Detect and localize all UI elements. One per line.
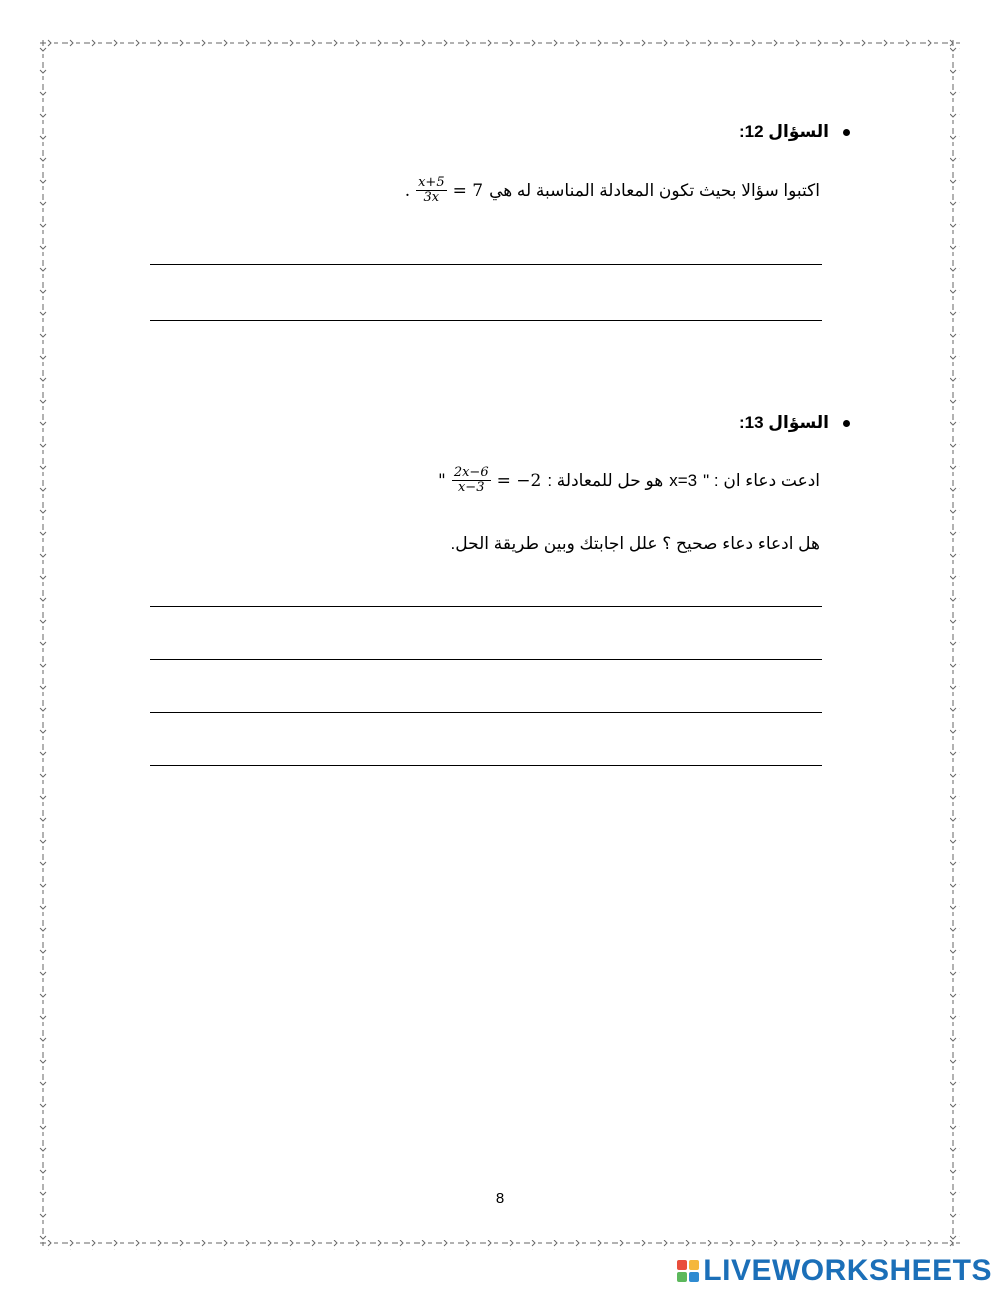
fraction-denominator: 3x xyxy=(423,190,440,205)
decorative-border xyxy=(38,38,960,1250)
claim-prefix: ادعت دعاء ان : " xyxy=(703,470,820,490)
question-12-prompt: اكتبوا سؤالا بحيث تكون المعادلة المناسبة له هي xyxy=(489,180,820,200)
equation-rhs: = −2 xyxy=(496,470,542,491)
question-12-prompt-row xyxy=(405,176,820,205)
question-13-claim-row xyxy=(438,466,820,495)
claim-middle: هو حل للمعادلة : xyxy=(547,470,664,490)
liveworksheets-brand[interactable] xyxy=(677,1254,992,1288)
question-13-text: هل ادعاء دعاء صحيح ؟ علل اجابتك وبين طريقة الحل. xyxy=(450,534,820,553)
answer-line[interactable] xyxy=(150,659,822,660)
answer-line[interactable] xyxy=(150,606,822,607)
question-12-title: السؤال 12: xyxy=(738,122,829,141)
page-number: 8 xyxy=(495,1190,505,1207)
answer-line[interactable] xyxy=(150,712,822,713)
question-13-title: السؤال 13: xyxy=(738,413,829,432)
question-12-heading xyxy=(739,122,850,142)
question-13-prompt xyxy=(451,534,820,554)
fraction-numerator: 2x−6 xyxy=(453,465,489,480)
answer-line[interactable] xyxy=(150,765,822,766)
bullet-icon xyxy=(843,129,850,136)
claim-value: x=3 xyxy=(669,470,698,490)
equation-fraction xyxy=(416,176,447,205)
bullet-icon xyxy=(843,420,850,427)
equation-rhs: = 7 xyxy=(452,180,484,201)
equation-end: . xyxy=(404,180,411,201)
equation-end: " xyxy=(438,470,446,491)
liveworksheets-logo-icon xyxy=(677,1260,699,1282)
question-13-heading xyxy=(739,413,850,433)
brand-name: LIVEWORKSHEETS xyxy=(703,1254,992,1287)
equation-fraction xyxy=(452,466,491,495)
answer-line[interactable] xyxy=(150,320,822,321)
answer-line[interactable] xyxy=(150,264,822,265)
fraction-denominator: x−3 xyxy=(457,480,485,495)
fraction-numerator: x+5 xyxy=(418,175,445,190)
